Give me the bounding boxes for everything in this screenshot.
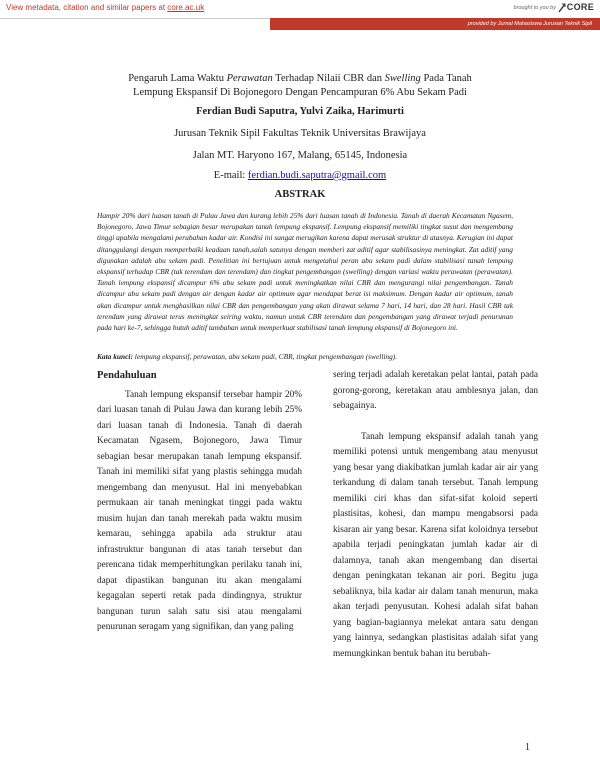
page-number: 1 xyxy=(525,742,530,753)
core-link[interactable]: core.ac.uk xyxy=(167,3,205,12)
affiliation: Jurusan Teknik Sipil Fakultas Teknik Universitas Brawijaya xyxy=(174,128,426,139)
paper-title: Pengaruh Lama Waktu Perawatan Terhadap Nilaii CBR dan Swelling Pada Tanah Lempung Ekspansif Di Bojonegoro Dengan Pencampuran 6% Abu Sekam Padi xyxy=(128,73,472,98)
right-column xyxy=(333,368,538,662)
email-line: E-mail: ferdian.budi.saputra@gmail.com xyxy=(213,170,387,181)
authors: Ferdian Budi Saputra, Yulvi Zaika, Harimurti xyxy=(196,106,404,117)
brought-by-text: brought to you by xyxy=(513,5,556,11)
keywords: Kata kunci: lempung ekspansif, perawatan, abu sekam padi, CBR, tingkat pengembangan (swelling). xyxy=(97,352,398,361)
abstract-heading: ABSTRAK xyxy=(274,189,326,200)
left-column xyxy=(97,368,302,636)
email-link[interactable]: ferdian.budi.saputra@gmail.com xyxy=(247,170,387,181)
right-paragraph-2: Tanah lempung ekspansif adalah tanah yang memiliki potensi untuk mengembang atau menyusut yang besar yang diakibatkan jumlah kadar air air yang terkandung di dalam tanah tersebut. Tanah lempung memiliki ciri khas dan sifat-sifat koloid seperti plastisitas, kohesi, dan mampu mengabsorsi pada kisaran air yang besar. Karena sifat koloidnya tersebut apabila terjadi peningkatan jumlah kadar air di dalamnya, tanah akan mengembang dan disertai dengan peningkatan tekanan air pori. Begitu juga sebaliknya, bila kadar air dalam tanah menurun, maka akan terjadi penyusutan. Kohesi adalah sifat bahan yang bagian-bagiannya melekat antara satu dengan yang lainnya, sedangkan plastisitas adalah sifat yang memungkinkan bentuk bahan itu berubah- xyxy=(333,431,538,659)
abstract-text: Hampir 20% dari luasan tanah di Pulau Jawa dan kurang lebih 25% dari luasan tanah di Indonesia. Tanah di daerah Kecamatan Ngasem, Bojonegoro, Jawa Timur sebagian besar merupakan tanah lempung ekspansif. Lempung ekspansif memiliki tingkat susut dan mengembang tinggi apabila mengalami perubahan kadar air. Kondisi ini sangat merugikan karena dapat merusak struktur di atasnya. Kerugian ini dapat ditanggulangi dengan memperbaiki keadaan tanah,salah satunya dengan memberi zat aditif agar stabilisasinya meningkat. Zat aditif yang digunakan adalah abu sekam padi. Penelitian ini bertujuan untuk mengetahui peran abu sekam padi dalam stabilisasi tanah lempung ekspansif terhadap CBR (tak terendam dan terendam) dan tingkat pengembangan (swelling) dengan variasi waktu perawatan (perawatan). Tanah lempung ekspansif dicampur 6% abu sekam padi untuk meningkatkan nilai CBR dan mengurangi nilai pengembangan. Tanah dicampur abu sekam padi dengan air dengan kadar air optimum agar mendapat berat isi maksimum. Dengan kadar air optimum, tanah akan dicampur untuk menghasilkan nilai CBR dan pengembangan yang akan dirawat selama 7 hari, 14 hari, dan 28 hari. Hasil CBR tak terendam yang dirawat terus meningkat seiring waktu, namun untuk CBR terendam dan pengembangan yang dirawat terjadi penurunan pada hari ke-7, sehingga butuh aditif tambahan untuk memperkuat stabilisasi tanah lempung ekspansif di Bojonegoro ini. xyxy=(97,211,513,333)
address: Jalan MT. Haryono 167, Malang, 65145, Indonesia xyxy=(192,150,408,161)
left-paragraph: Tanah lempung ekspansif tersebar hampir 20% dari luasan tanah di Pulau Jawa dan kurang lebih 25% dari luasan tanah di Indonesia. Tanah di daerah Kecamatan Ngasem, Bojonegoro, Jawa Timur sebagian besar merupakan tanah lempung ekspansif. Tanah ini memiliki sifat yang plastis sehingga mudah mengembang dan menyusut. Hal ini menyebabkan permukaan air tanah meningkat tinggi pada waktu musim hujan dan tanah merekah pada waktu musim kemarau, sehingga apabila ada struktur atau infrastruktur bangunan di atas tanah tersebut dan perencana tidak memperhitungkan perilaku tanah ini, dapat dipastikan bangunan itu akan mengalami kegagalan seperti retak pada dindingnya, struktur bangunan turun salah satu sisi atau mengalami penurunan seragam yang signifikan, dan yang paling xyxy=(97,389,302,632)
right-paragraph-1: sering terjadi adalah keretakan pelat lantai, patah pada gorong-gorong, keretakan atau amblesnya jalan, dan sebagainya. xyxy=(333,370,538,411)
core-banner xyxy=(0,0,600,19)
provider-bar: provided by Jurnal Mahasiswa Jurusan Teknik Sipil xyxy=(270,18,600,30)
core-logo-icon xyxy=(558,3,566,13)
metadata-link-text[interactable]: View metadata, citation and similar papers at core.ac.uk xyxy=(6,3,205,12)
section-heading: Pendahuluan xyxy=(97,370,157,381)
core-logo-label[interactable]: CORE xyxy=(566,2,594,12)
